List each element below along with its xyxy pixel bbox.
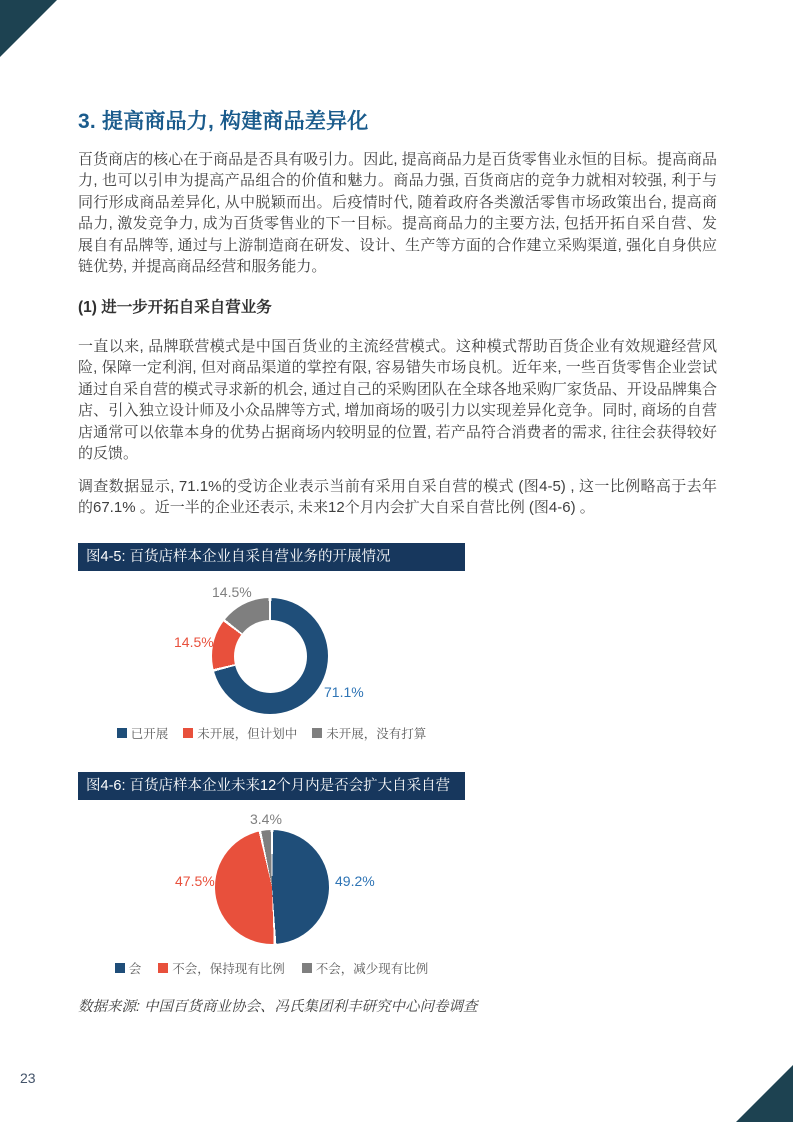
data-label-will-expand: 49.2%	[335, 873, 375, 889]
legend-swatch-blue	[117, 728, 127, 738]
corner-triangle-bottom-right	[736, 1065, 793, 1122]
legend-item	[312, 724, 426, 742]
legend-swatch-red	[183, 728, 193, 738]
figure-4-6-title: 图4-6: 百货店样本企业未来12个月内是否会扩大自采自营	[78, 772, 465, 800]
legend-label: 未开展，没有打算	[326, 727, 427, 741]
figure-4-5-plot	[78, 571, 465, 725]
legend-label: 不会，减少现有比例	[315, 962, 429, 976]
legend-label: 会	[128, 962, 142, 976]
subsection-heading: (1) 进一步开拓自采自营业务	[78, 299, 272, 316]
data-label-planned: 14.5%	[174, 634, 214, 650]
data-label-carried-out: 71.1%	[324, 684, 364, 700]
figure-4-5	[78, 543, 465, 742]
data-label-will-reduce: 3.4%	[250, 811, 282, 827]
page-number: 23	[20, 1070, 36, 1086]
legend-swatch-blue	[115, 963, 125, 973]
donut-chart	[212, 598, 328, 714]
figure-4-6-legend	[78, 959, 465, 977]
figure-4-5-title: 图4-5: 百货店样本企业自采自营业务的开展情况	[78, 543, 465, 571]
data-source-note: 数据来源: 中国百货商业协会、冯氏集团利丰研究中心问卷调查	[78, 999, 478, 1015]
section-heading: 3. 提高商品力, 构建商品差异化	[78, 110, 369, 133]
paragraph-3: 调查数据显示, 71.1%的受访企业表示当前有采用自采自营的模式 (图4-5) , 这一比例略高于去年的67.1% 。近一半的企业还表示, 未来12个月内会扩大自采自营比例 (图4-6) 。	[78, 478, 717, 517]
figure-4-5-legend	[78, 724, 465, 742]
legend-item	[158, 959, 285, 977]
legend-swatch-gray	[302, 963, 312, 973]
paragraph-2: 一直以来, 品牌联营模式是中国百货业的主流经营模式。这种模式帮助百货企业有效规避经营风险, 保障一定利润, 但对商品渠道的掌控有限, 容易错失市场良机。近年来, 一些百货零售企业尝试通过自采自营的模式寻求新的机会, 通过自己的采购团队在全球各地采购厂家货品、开设品牌集合店、引入独立设计师及小众品牌等方式, 增加商场的吸引力以实现差异化竞争。同时, 商场的自营店通常可以依靠本身的优势占据商场内较明显的位置, 若产品符合消费者的需求, 往往会获得较好的反馈。	[78, 338, 717, 463]
legend-label: 未开展，但计划中	[197, 727, 298, 741]
legend-item	[117, 724, 169, 742]
legend-swatch-gray	[312, 728, 322, 738]
data-label-not-planned: 14.5%	[212, 584, 252, 600]
figure-4-6	[78, 772, 465, 977]
legend-item	[183, 724, 297, 742]
legend-swatch-red	[158, 963, 168, 973]
corner-triangle-top-left	[0, 0, 57, 57]
paragraph-1: 百货商店的核心在于商品是否具有吸引力。因此, 提高商品力是百货零售业永恒的目标。提高商品力, 也可以引申为提高产品组合的价值和魅力。商品力强, 百货商店的竞争力就相对较强, 利于与同行形成商品差异化, 从中脱颖而出。后疫情时代, 随着政府各类激活零售市场政策出台, 提高商品力, 激发竞争力, 成为百货零售业的下一目标。提高商品力的主要方法, 包括开拓自采自营、发展自有品牌等, 通过与上游制造商在研发、设计、生产等方面的合作建立采购渠道, 强化自身供应链优势, 并提高商品经营和服务能力。	[78, 151, 717, 276]
legend-item	[302, 959, 429, 977]
legend-item	[115, 959, 142, 977]
figure-4-6-plot	[78, 800, 465, 956]
pie-chart	[215, 830, 329, 944]
legend-label: 不会，保持现有比例	[172, 962, 285, 976]
donut-hole	[234, 620, 307, 693]
legend-label: 已开展	[130, 727, 169, 741]
data-label-will-keep: 47.5%	[175, 873, 215, 889]
